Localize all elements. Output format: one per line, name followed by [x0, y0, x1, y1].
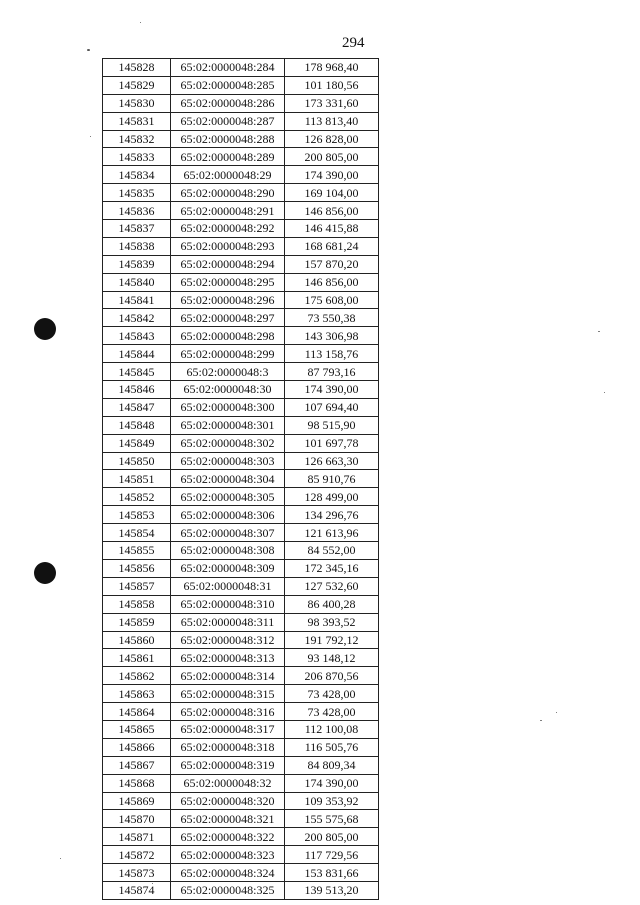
cadastral-value-cell: 168 681,24	[285, 237, 379, 255]
cadastral-number-cell: 65:02:0000048:311	[171, 613, 285, 631]
row-number-cell: 145846	[103, 381, 171, 399]
cadastral-number-cell: 65:02:0000048:290	[171, 184, 285, 202]
row-number-cell: 145830	[103, 94, 171, 112]
cadastral-number-cell: 65:02:0000048:29	[171, 166, 285, 184]
table-row	[103, 774, 379, 792]
table-row	[103, 148, 379, 166]
cadastral-number-cell: 65:02:0000048:302	[171, 434, 285, 452]
cadastral-value-cell: 101 697,78	[285, 434, 379, 452]
cadastral-value-table	[102, 58, 379, 900]
row-number-cell: 145867	[103, 756, 171, 774]
cadastral-value-cell: 146 856,00	[285, 202, 379, 220]
cadastral-number-cell: 65:02:0000048:297	[171, 309, 285, 327]
row-number-cell: 145831	[103, 112, 171, 130]
scan-speck	[140, 22, 141, 23]
cadastral-value-cell: 126 828,00	[285, 130, 379, 148]
cadastral-value-cell: 146 856,00	[285, 273, 379, 291]
table-row	[103, 810, 379, 828]
cadastral-number-cell: 65:02:0000048:305	[171, 488, 285, 506]
cadastral-value-cell: 127 532,60	[285, 577, 379, 595]
cadastral-number-cell: 65:02:0000048:300	[171, 398, 285, 416]
cadastral-value-cell: 128 499,00	[285, 488, 379, 506]
cadastral-value-cell: 175 608,00	[285, 291, 379, 309]
row-number-cell: 145866	[103, 738, 171, 756]
cadastral-number-cell: 65:02:0000048:31	[171, 577, 285, 595]
table-row	[103, 828, 379, 846]
row-number-cell: 145851	[103, 470, 171, 488]
table-row	[103, 381, 379, 399]
row-number-cell: 145873	[103, 864, 171, 882]
cadastral-value-cell: 172 345,16	[285, 559, 379, 577]
row-number-cell: 145837	[103, 220, 171, 238]
table-row	[103, 864, 379, 882]
row-number-cell: 145874	[103, 881, 171, 899]
cadastral-number-cell: 65:02:0000048:303	[171, 452, 285, 470]
table-row	[103, 452, 379, 470]
cadastral-value-cell: 84 552,00	[285, 542, 379, 560]
scan-speck	[90, 136, 91, 137]
row-number-cell: 145845	[103, 363, 171, 381]
table-row	[103, 738, 379, 756]
table-row	[103, 291, 379, 309]
row-number-cell: 145840	[103, 273, 171, 291]
row-number-cell: 145829	[103, 76, 171, 94]
cadastral-value-cell: 73 428,00	[285, 685, 379, 703]
cadastral-value-cell: 200 805,00	[285, 828, 379, 846]
cadastral-value-cell: 153 831,66	[285, 864, 379, 882]
table-row	[103, 595, 379, 613]
cadastral-value-cell: 146 415,88	[285, 220, 379, 238]
cadastral-value-cell: 169 104,00	[285, 184, 379, 202]
table-row	[103, 166, 379, 184]
table-row	[103, 130, 379, 148]
table-row	[103, 416, 379, 434]
row-number-cell: 145850	[103, 452, 171, 470]
table-row	[103, 577, 379, 595]
scan-speck	[87, 49, 90, 51]
row-number-cell: 145865	[103, 720, 171, 738]
cadastral-value-cell: 200 805,00	[285, 148, 379, 166]
table-row	[103, 613, 379, 631]
row-number-cell: 145862	[103, 667, 171, 685]
row-number-cell: 145871	[103, 828, 171, 846]
cadastral-value-cell: 117 729,56	[285, 846, 379, 864]
table-row	[103, 363, 379, 381]
row-number-cell: 145863	[103, 685, 171, 703]
cadastral-number-cell: 65:02:0000048:286	[171, 94, 285, 112]
punch-hole	[34, 318, 56, 340]
row-number-cell: 145832	[103, 130, 171, 148]
cadastral-value-cell: 126 663,30	[285, 452, 379, 470]
cadastral-value-cell: 113 813,40	[285, 112, 379, 130]
table-row	[103, 237, 379, 255]
cadastral-number-cell: 65:02:0000048:291	[171, 202, 285, 220]
cadastral-number-cell: 65:02:0000048:32	[171, 774, 285, 792]
cadastral-value-cell: 98 393,52	[285, 613, 379, 631]
table-row	[103, 685, 379, 703]
table-row	[103, 542, 379, 560]
row-number-cell: 145828	[103, 59, 171, 77]
cadastral-number-cell: 65:02:0000048:296	[171, 291, 285, 309]
cadastral-number-cell: 65:02:0000048:293	[171, 237, 285, 255]
cadastral-value-cell: 174 390,00	[285, 166, 379, 184]
cadastral-value-cell: 98 515,90	[285, 416, 379, 434]
table-row	[103, 398, 379, 416]
cadastral-value-cell: 143 306,98	[285, 327, 379, 345]
row-number-cell: 145870	[103, 810, 171, 828]
table-row	[103, 524, 379, 542]
cadastral-value-cell: 178 968,40	[285, 59, 379, 77]
row-number-cell: 145849	[103, 434, 171, 452]
cadastral-number-cell: 65:02:0000048:289	[171, 148, 285, 166]
table-row	[103, 59, 379, 77]
cadastral-number-cell: 65:02:0000048:284	[171, 59, 285, 77]
cadastral-number-cell: 65:02:0000048:314	[171, 667, 285, 685]
cadastral-value-cell: 101 180,56	[285, 76, 379, 94]
row-number-cell: 145853	[103, 506, 171, 524]
cadastral-value-cell: 73 428,00	[285, 703, 379, 721]
row-number-cell: 145834	[103, 166, 171, 184]
table-row	[103, 667, 379, 685]
row-number-cell: 145833	[103, 148, 171, 166]
cadastral-number-cell: 65:02:0000048:313	[171, 649, 285, 667]
table-row	[103, 846, 379, 864]
cadastral-value-cell: 191 792,12	[285, 631, 379, 649]
cadastral-number-cell: 65:02:0000048:304	[171, 470, 285, 488]
cadastral-number-cell: 65:02:0000048:321	[171, 810, 285, 828]
row-number-cell: 145872	[103, 846, 171, 864]
table-row	[103, 327, 379, 345]
row-number-cell: 145844	[103, 345, 171, 363]
table-body	[103, 59, 379, 900]
row-number-cell: 145869	[103, 792, 171, 810]
cadastral-number-cell: 65:02:0000048:287	[171, 112, 285, 130]
row-number-cell: 145847	[103, 398, 171, 416]
cadastral-value-cell: 139 513,20	[285, 881, 379, 899]
cadastral-value-cell: 157 870,20	[285, 255, 379, 273]
table-row	[103, 184, 379, 202]
cadastral-number-cell: 65:02:0000048:325	[171, 881, 285, 899]
cadastral-value-cell: 84 809,34	[285, 756, 379, 774]
cadastral-value-cell: 174 390,00	[285, 774, 379, 792]
row-number-cell: 145848	[103, 416, 171, 434]
row-number-cell: 145855	[103, 542, 171, 560]
table-row	[103, 881, 379, 899]
cadastral-value-cell: 134 296,76	[285, 506, 379, 524]
scan-speck	[604, 392, 605, 393]
cadastral-value-cell: 93 148,12	[285, 649, 379, 667]
row-number-cell: 145842	[103, 309, 171, 327]
punch-hole	[34, 562, 56, 584]
table-row	[103, 631, 379, 649]
table-row	[103, 792, 379, 810]
table-row	[103, 309, 379, 327]
cadastral-number-cell: 65:02:0000048:317	[171, 720, 285, 738]
table-row	[103, 703, 379, 721]
row-number-cell: 145860	[103, 631, 171, 649]
table-row	[103, 434, 379, 452]
row-number-cell: 145858	[103, 595, 171, 613]
cadastral-number-cell: 65:02:0000048:319	[171, 756, 285, 774]
scan-speck	[598, 331, 600, 332]
table-row	[103, 345, 379, 363]
table-row	[103, 720, 379, 738]
cadastral-number-cell: 65:02:0000048:294	[171, 255, 285, 273]
cadastral-number-cell: 65:02:0000048:307	[171, 524, 285, 542]
cadastral-value-cell: 86 400,28	[285, 595, 379, 613]
table-row	[103, 220, 379, 238]
cadastral-number-cell: 65:02:0000048:299	[171, 345, 285, 363]
scan-speck	[60, 858, 61, 859]
row-number-cell: 145841	[103, 291, 171, 309]
table-row	[103, 470, 379, 488]
cadastral-value-cell: 109 353,92	[285, 792, 379, 810]
cadastral-number-cell: 65:02:0000048:315	[171, 685, 285, 703]
cadastral-number-cell: 65:02:0000048:318	[171, 738, 285, 756]
cadastral-number-cell: 65:02:0000048:306	[171, 506, 285, 524]
cadastral-number-cell: 65:02:0000048:295	[171, 273, 285, 291]
table-row	[103, 488, 379, 506]
cadastral-number-cell: 65:02:0000048:292	[171, 220, 285, 238]
page-number: 294	[342, 35, 365, 51]
scan-speck	[556, 712, 557, 713]
cadastral-number-cell: 65:02:0000048:301	[171, 416, 285, 434]
cadastral-number-cell: 65:02:0000048:310	[171, 595, 285, 613]
cadastral-value-cell: 87 793,16	[285, 363, 379, 381]
cadastral-value-cell: 113 158,76	[285, 345, 379, 363]
table-row	[103, 649, 379, 667]
cadastral-value-cell: 112 100,08	[285, 720, 379, 738]
row-number-cell: 145854	[103, 524, 171, 542]
row-number-cell: 145836	[103, 202, 171, 220]
row-number-cell: 145843	[103, 327, 171, 345]
cadastral-number-cell: 65:02:0000048:323	[171, 846, 285, 864]
cadastral-number-cell: 65:02:0000048:312	[171, 631, 285, 649]
cadastral-number-cell: 65:02:0000048:322	[171, 828, 285, 846]
cadastral-number-cell: 65:02:0000048:298	[171, 327, 285, 345]
row-number-cell: 145838	[103, 237, 171, 255]
table-row	[103, 112, 379, 130]
cadastral-number-cell: 65:02:0000048:308	[171, 542, 285, 560]
row-number-cell: 145857	[103, 577, 171, 595]
row-number-cell: 145852	[103, 488, 171, 506]
table-row	[103, 202, 379, 220]
cadastral-value-cell: 155 575,68	[285, 810, 379, 828]
row-number-cell: 145864	[103, 703, 171, 721]
cadastral-number-cell: 65:02:0000048:324	[171, 864, 285, 882]
table-row	[103, 506, 379, 524]
table-row	[103, 255, 379, 273]
cadastral-number-cell: 65:02:0000048:288	[171, 130, 285, 148]
cadastral-value-cell: 116 505,76	[285, 738, 379, 756]
row-number-cell: 145835	[103, 184, 171, 202]
table-row	[103, 76, 379, 94]
cadastral-value-cell: 107 694,40	[285, 398, 379, 416]
cadastral-number-cell: 65:02:0000048:3	[171, 363, 285, 381]
cadastral-value-cell: 73 550,38	[285, 309, 379, 327]
cadastral-value-cell: 174 390,00	[285, 381, 379, 399]
cadastral-number-cell: 65:02:0000048:30	[171, 381, 285, 399]
row-number-cell: 145868	[103, 774, 171, 792]
table-row	[103, 559, 379, 577]
row-number-cell: 145861	[103, 649, 171, 667]
row-number-cell: 145839	[103, 255, 171, 273]
cadastral-number-cell: 65:02:0000048:309	[171, 559, 285, 577]
cadastral-value-cell: 85 910,76	[285, 470, 379, 488]
cadastral-value-cell: 173 331,60	[285, 94, 379, 112]
cadastral-number-cell: 65:02:0000048:285	[171, 76, 285, 94]
row-number-cell: 145859	[103, 613, 171, 631]
table-row	[103, 273, 379, 291]
cadastral-value-cell: 121 613,96	[285, 524, 379, 542]
cadastral-number-cell: 65:02:0000048:316	[171, 703, 285, 721]
table-row	[103, 756, 379, 774]
table-row	[103, 94, 379, 112]
scan-speck	[540, 720, 542, 721]
cadastral-number-cell: 65:02:0000048:320	[171, 792, 285, 810]
row-number-cell: 145856	[103, 559, 171, 577]
cadastral-value-cell: 206 870,56	[285, 667, 379, 685]
